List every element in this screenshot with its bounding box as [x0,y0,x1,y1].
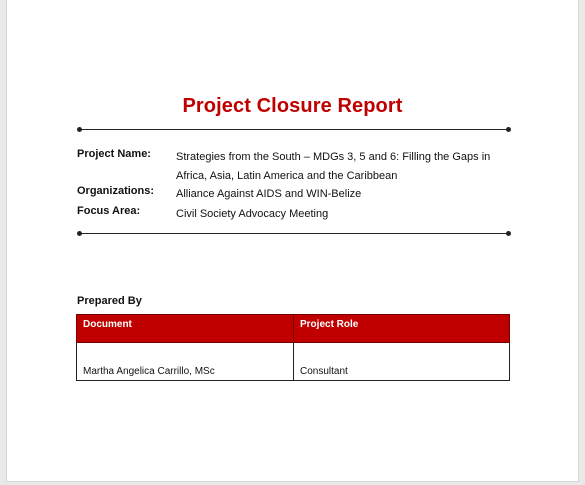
project-name-line-1: Strategies from the South – MDGs 3, 5 and 6: Filling the Gaps in [176,151,491,163]
cell-project-role: Consultant [294,343,510,381]
column-header-project-role: Project Role [294,315,510,343]
top-divider [79,129,509,130]
report-title: Project Closure Report [182,95,403,117]
document-page [6,0,579,482]
project-name-label: Project Name: [77,148,151,160]
table-header-row [77,315,510,343]
focus-area-label: Focus Area: [77,205,141,217]
prepared-by-heading: Prepared By [77,295,142,307]
focus-area-value: Civil Society Advocacy Meeting [176,208,329,220]
organizations-value: Alliance Against AIDS and WIN-Belize [176,188,362,200]
table-row [77,343,510,381]
project-name-line-2: Africa, Asia, Latin America and the Caribbean [176,170,398,182]
organizations-label: Organizations: [77,185,155,197]
prepared-by-table [76,314,510,381]
project-name-value [176,148,506,186]
cell-document: Martha Angelica Carrillo, MSc [77,343,294,381]
bottom-divider [79,233,509,234]
column-header-document: Document [77,315,294,343]
